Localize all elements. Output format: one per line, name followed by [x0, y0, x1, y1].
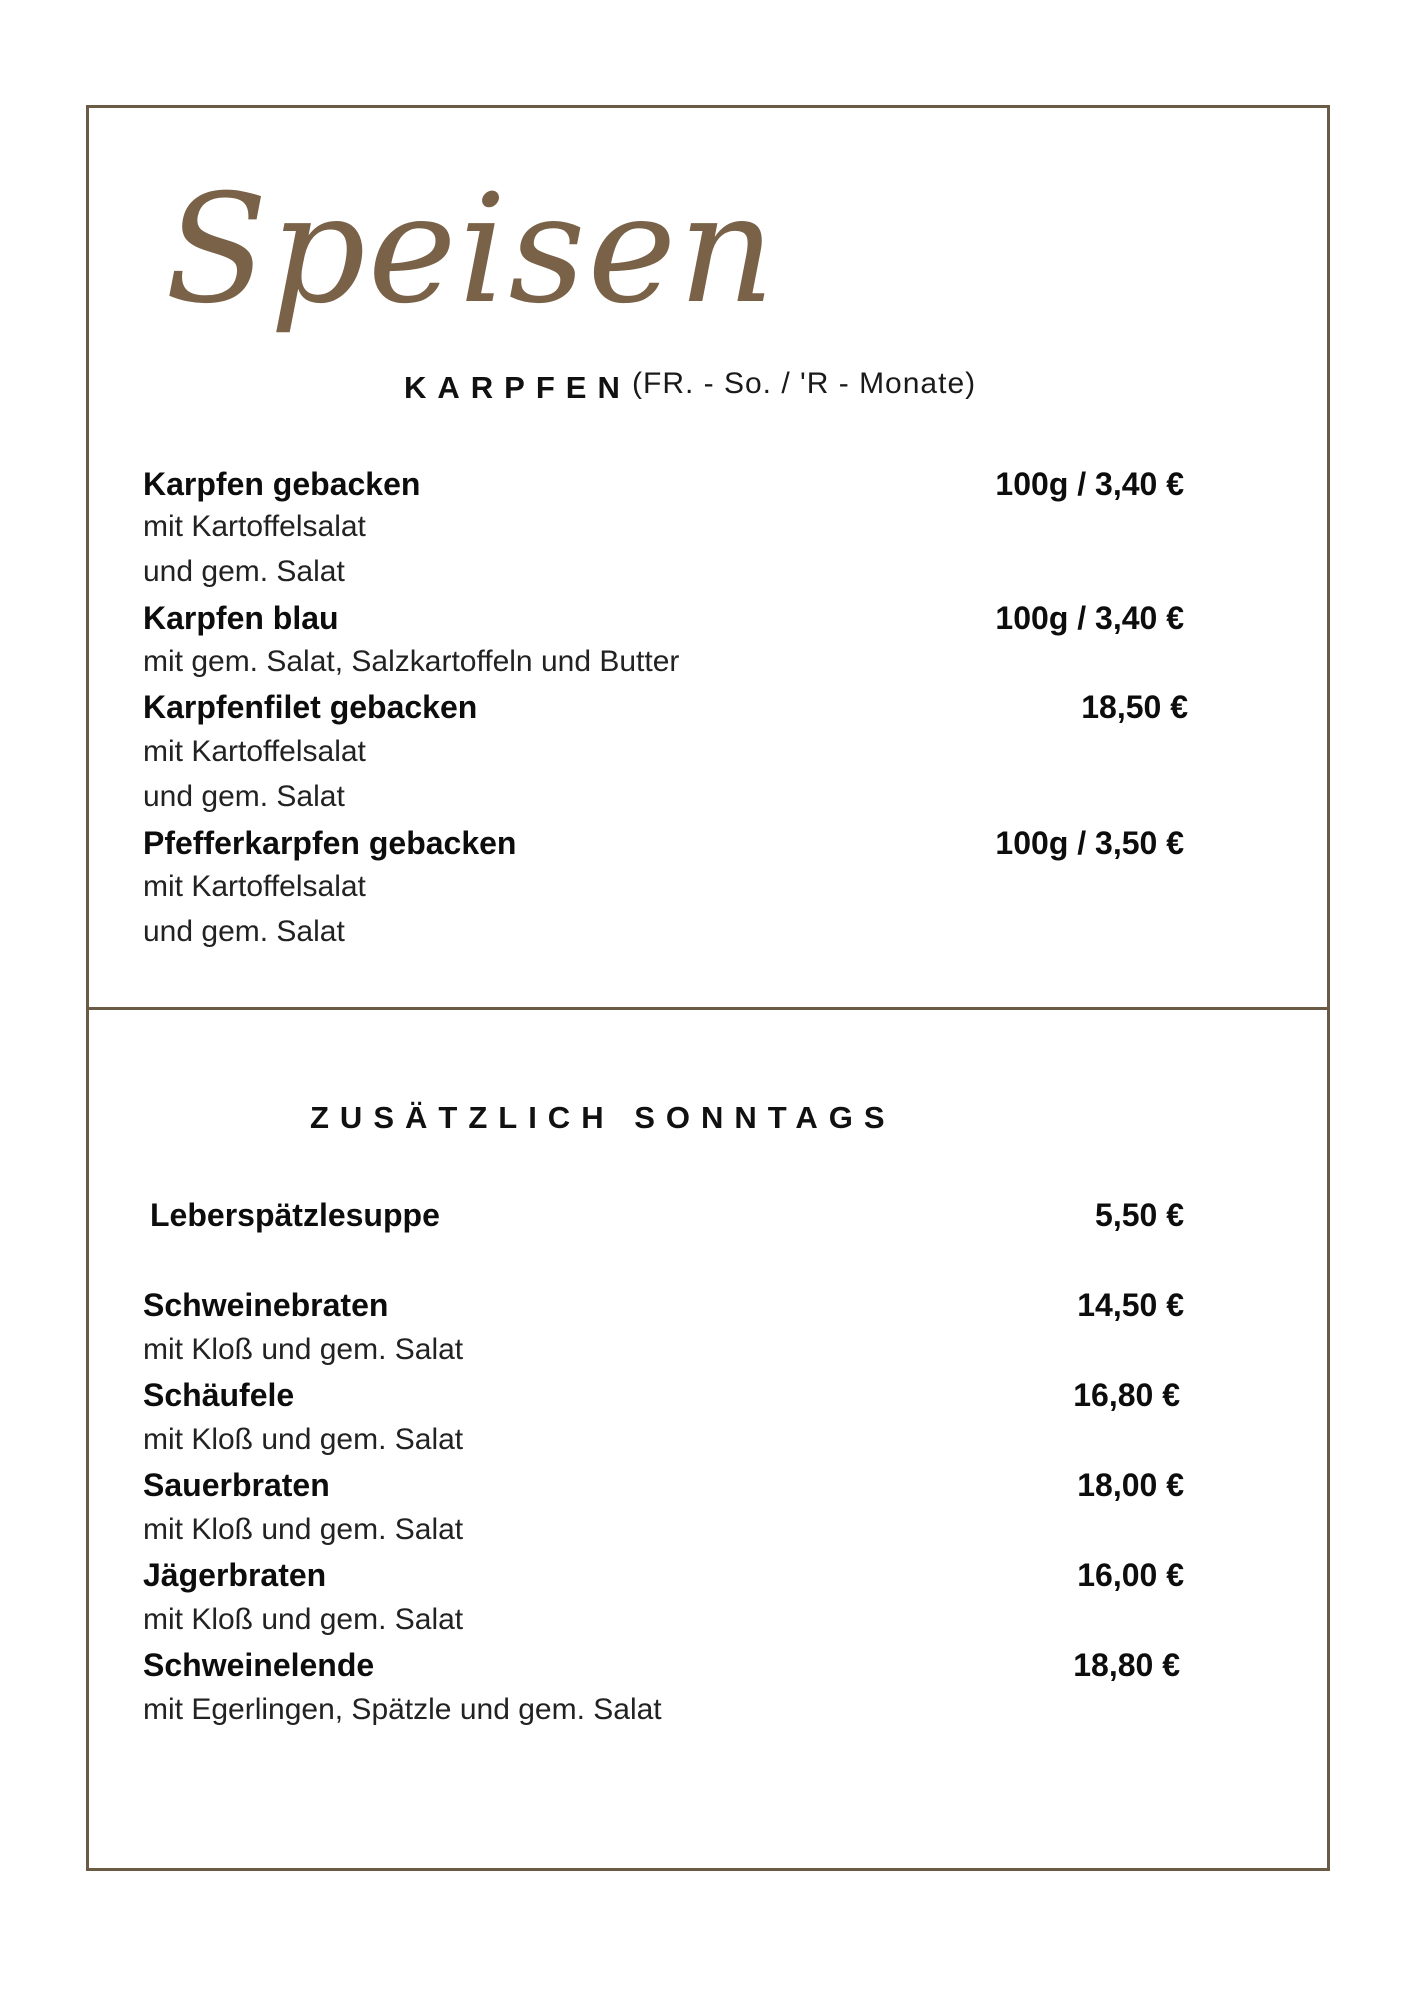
menu-item-description: mit Kloß und gem. Salat	[143, 1513, 464, 1546]
menu-item-price: 18,00 €	[1077, 1467, 1184, 1503]
menu-item-name: Schweinelende	[143, 1647, 375, 1683]
section-heading-sonntags: ZUSÄTZLICH SONNTAGS	[310, 1100, 896, 1135]
section-heading-karpfen: KARPFEN	[404, 370, 631, 405]
menu-item-price: 100g / 3,40 €	[995, 600, 1184, 636]
menu-item-price: 16,80 €	[1073, 1377, 1180, 1413]
menu-item-name: Leberspätzlesuppe	[150, 1197, 440, 1233]
menu-item-name: Pfefferkarpfen gebacken	[143, 825, 517, 861]
menu-item-name: Jägerbraten	[143, 1557, 327, 1593]
menu-item-description: mit Kloß und gem. Salat	[143, 1423, 464, 1456]
section-note-karpfen: (FR. - So. / 'R - Monate)	[632, 367, 977, 400]
menu-item-price: 18,80 €	[1073, 1647, 1180, 1683]
menu-item-description: mit Kartoffelsalat	[143, 510, 366, 543]
menu-item-name: Karpfen blau	[143, 600, 339, 636]
menu-item-description: und gem. Salat	[143, 555, 345, 588]
menu-item-name: Schweinebraten	[143, 1287, 389, 1323]
menu-item-price: 100g / 3,50 €	[995, 825, 1184, 861]
menu-item-description: und gem. Salat	[143, 780, 345, 813]
frame-top-border	[86, 105, 1330, 108]
menu-item-description: mit Egerlingen, Spätzle und gem. Salat	[143, 1693, 662, 1726]
menu-item-name: Karpfen gebacken	[143, 466, 421, 502]
menu-item-description: mit Kloß und gem. Salat	[143, 1603, 464, 1636]
menu-item-name: Schäufele	[143, 1377, 295, 1413]
menu-item-price: 18,50 €	[1081, 689, 1188, 725]
section-divider	[86, 1007, 1330, 1010]
menu-item-price: 5,50 €	[1095, 1197, 1184, 1233]
menu-item-description: mit Kloß und gem. Salat	[143, 1333, 464, 1366]
frame-left-border	[86, 105, 89, 1870]
menu-item-name: Karpfenfilet gebacken	[143, 689, 478, 725]
menu-item-price: 14,50 €	[1077, 1287, 1184, 1323]
menu-item-description: und gem. Salat	[143, 915, 345, 948]
menu-item-price: 100g / 3,40 €	[995, 466, 1184, 502]
menu-item-description: mit Kartoffelsalat	[143, 870, 366, 903]
frame-bottom-border	[86, 1868, 1330, 1871]
menu-item-description: mit gem. Salat, Salzkartoffeln und Butter	[143, 645, 680, 678]
frame-right-border	[1327, 105, 1330, 1870]
menu-title: Speisen	[165, 163, 777, 337]
menu-item-price: 16,00 €	[1077, 1557, 1184, 1593]
menu-item-name: Sauerbraten	[143, 1467, 330, 1503]
menu-item-description: mit Kartoffelsalat	[143, 735, 366, 768]
